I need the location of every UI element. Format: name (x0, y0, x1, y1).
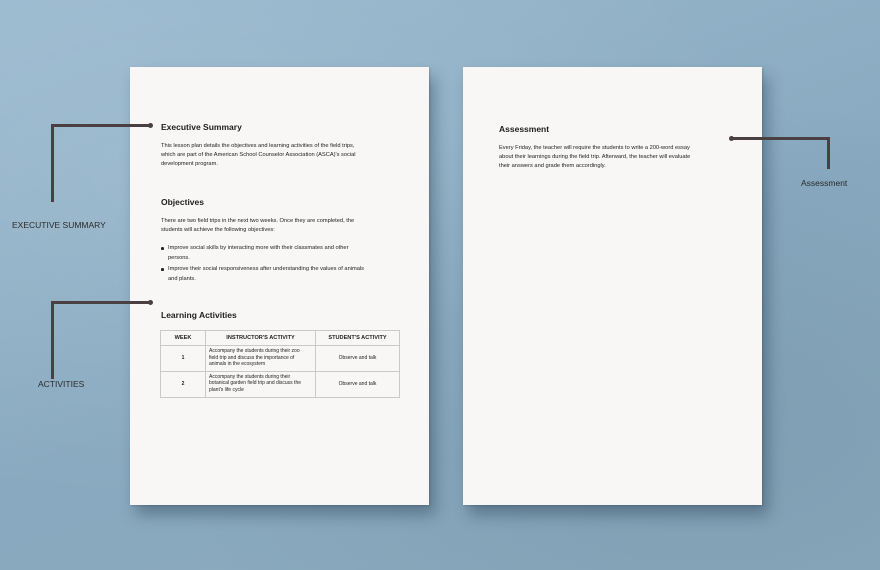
cell-instructor (206, 371, 316, 397)
callout-dot (148, 123, 153, 128)
objectives-intro-line-2: students will achieve the following objectives: (161, 227, 275, 233)
exec-summary-line-2: which are part of the American School Counselor Association (ASCA)'s social (161, 152, 356, 158)
cell-week: 1 (161, 346, 206, 372)
column-header-instructor: INSTRUCTOR'S ACTIVITY (206, 331, 316, 346)
cell-line: animals in the ecosystem (209, 361, 266, 368)
callout-line-horizontal (731, 137, 830, 140)
callout-line-horizontal (51, 301, 151, 304)
callout-line-vertical (827, 137, 830, 169)
callout-label-activities: ACTIVITIES (38, 379, 85, 389)
cell-line: botanical garden field trip and discuss the (209, 380, 302, 387)
exec-summary-line-1: This lesson plan details the objectives and learning activities of the field trips, (161, 143, 355, 149)
callout-line-vertical (51, 301, 54, 379)
objective-1-line-1: Improve social skills by interacting more with their classmates and other (168, 245, 349, 251)
callout-line-horizontal (51, 124, 151, 127)
cell-student: Observe and talk (316, 346, 400, 372)
callout-label-executive-summary: EXECUTIVE SUMMARY (12, 220, 106, 230)
cell-line: Accompany the students during their (209, 373, 291, 380)
objective-1-line-2: persons. (168, 255, 190, 261)
assessment-line-1: Every Friday, the teacher will require the students to write a 200-word essay (499, 145, 690, 151)
callout-dot (148, 300, 153, 305)
bullet-dot (161, 247, 164, 250)
learning-activities-heading: Learning Activities (161, 310, 237, 320)
cell-week: 2 (161, 371, 206, 397)
assessment-line-2: about their learnings during the field trip. Afterward, the teacher will evaluate (499, 154, 691, 160)
exec-summary-line-3: development program. (161, 161, 218, 167)
column-header-student: STUDENT'S ACTIVITY (316, 331, 400, 346)
table-row (161, 346, 400, 372)
table-row (161, 371, 400, 397)
table-header-row (161, 331, 400, 346)
cell-student: Observe and talk (316, 371, 400, 397)
exec-summary-heading: Executive Summary (161, 122, 242, 132)
assessment-heading: Assessment (499, 124, 550, 134)
cell-line: plant's life cycle (209, 386, 244, 393)
column-header-week: WEEK (161, 331, 206, 346)
objective-2-line-1: Improve their social responsiveness after understanding the values of animals (168, 266, 365, 272)
cell-line: Accompany the students during their zoo (209, 348, 300, 354)
bullet-dot (161, 268, 164, 271)
document-page-2 (463, 67, 762, 505)
learning-activities-table (160, 330, 400, 398)
objectives-intro-line-1: There are two field trips in the next two weeks. Once they are completed, the (161, 218, 355, 224)
objective-2-line-2: and plants. (168, 276, 196, 282)
cell-line: field trip and discuss the importance of (209, 354, 295, 361)
callout-label-assessment: Assessment (801, 178, 848, 188)
document-page-1 (130, 67, 429, 505)
assessment-line-3: their answers and grade them accordingly. (499, 163, 606, 169)
callout-line-vertical (51, 124, 54, 202)
objectives-heading: Objectives (161, 197, 204, 207)
cell-instructor (206, 346, 316, 372)
